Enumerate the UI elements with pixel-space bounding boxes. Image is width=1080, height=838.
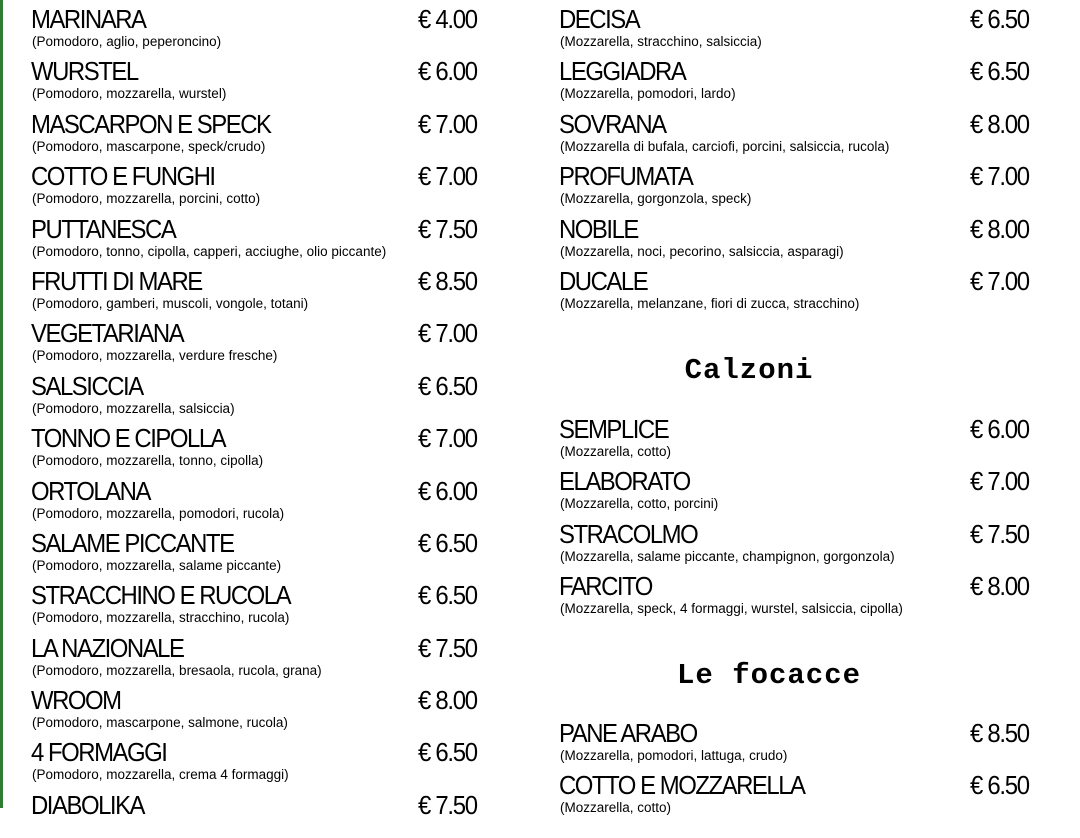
item-name: WROOM [31,685,121,716]
item-name: SALAME PICCANTE [31,527,234,558]
item-name: MARINARA [31,4,146,34]
item-price: € 6.50 [418,737,477,768]
item-price: € 8.50 [418,265,477,296]
item-description: (Mozzarella, salame piccante, champignon, gorgonzola) [560,548,895,564]
focacce-section-title: Le focacce [676,659,862,692]
item-price: € 7.00 [970,161,1029,192]
item-name: STRACCHINO E RUCOLA [31,580,291,611]
item-price: € 8.00 [970,108,1029,139]
item-price: € 7.00 [418,108,477,139]
item-name: COTTO E FUNGHI [31,161,215,192]
item-description: (Mozzarella, gorgonzola, speck) [560,191,752,207]
item-description: (Pomodoro, aglio, peperoncino) [32,34,222,49]
item-price: € 7.00 [418,318,477,349]
item-description: (Pomodoro, gamberi, muscoli, vongole, totani) [32,295,309,311]
item-description: (Pomodoro, tonno, cipolla, capperi, acciughe, olio piccante) [32,243,387,259]
item-description: (Pomodoro, mozzarella, wurstel) [32,86,227,102]
item-description: (Pomodoro, mascarpone, speck/crudo) [32,138,266,154]
item-description: (Pomodoro, mozzarella, bresaola, rucola, grana) [32,662,322,678]
item-name: FARCITO [559,571,652,602]
item-description: (Pomodoro, mozzarella, pomodori, rucola) [32,505,285,521]
item-name: ELABORATO [559,466,690,497]
item-name: WURSTEL [31,56,138,87]
item-description: (Pomodoro, mozzarella, salame piccante) [32,557,282,573]
item-name: PANE ARABO [559,718,697,748]
item-name: SALSICCIA [31,370,143,401]
item-name: NOBILE [559,213,638,244]
item-price: € 6.00 [418,475,477,506]
item-description: (Mozzarella, speck, 4 formaggi, wurstel, salsiccia, cipolla) [560,601,903,617]
item-description: (Mozzarella di bufala, carciofi, porcini, salsiccia, rucola) [560,138,890,154]
item-name: TONNO E CIPOLLA [31,423,226,454]
item-price: € 6.50 [418,370,477,401]
item-name: ORTOLANA [31,475,150,506]
item-name: VEGETARIANA [31,318,184,349]
item-price: € 6.50 [418,527,477,558]
item-description: (Mozzarella, cotto, porcini) [560,496,719,512]
item-price: € 6.50 [970,56,1029,87]
item-price: € 6.00 [970,414,1029,444]
item-price: € 8.00 [970,213,1029,244]
item-description: (Pomodoro, mozzarella, crema 4 formaggi) [32,767,289,783]
item-name: DUCALE [559,265,648,296]
item-price: € 7.50 [970,518,1029,549]
item-price: € 4.00 [418,4,477,34]
item-price: € 7.00 [418,161,477,192]
item-name: PUTTANESCA [31,213,176,244]
item-name: PROFUMATA [559,161,693,192]
item-price: € 6.50 [970,770,1029,801]
item-description: (Mozzarella, noci, pecorino, salsiccia, asparagi) [560,243,844,259]
item-name: LA NAZIONALE [31,632,184,663]
page-edge-bar [0,0,3,808]
item-price: € 7.50 [418,789,477,820]
item-price: € 7.00 [970,466,1029,497]
item-description: (Mozzarella, cotto) [560,800,672,816]
item-description: (Mozzarella, stracchino, salsiccia) [560,34,762,49]
item-name: MASCARPON E SPECK [31,108,271,139]
item-description: (Pomodoro, mascarpone, salmone, rucola) [32,715,288,731]
item-description: (Pomodoro, mozzarella, stracchino, rucola) [32,610,290,626]
item-price: € 6.00 [418,56,477,87]
item-description: (Pomodoro, mozzarella, salsiccia) [32,400,235,416]
item-price: € 7.00 [970,265,1029,296]
item-name: STRACOLMO [559,518,698,549]
item-description: (Pomodoro, mozzarella, porcini, cotto) [32,191,261,207]
item-name: SEMPLICE [559,414,669,444]
item-price: € 7.00 [418,423,477,454]
item-name: DIABOLIKA [31,789,145,820]
item-description: (Mozzarella, pomodori, lardo) [560,86,736,102]
item-description: (Mozzarella, cotto) [560,444,672,459]
item-name: 4 FORMAGGI [31,737,167,768]
item-price: € 8.00 [970,571,1029,602]
calzoni-section-title: Calzoni [684,354,814,387]
item-description: (Pomodoro, mozzarella, tonno, cipolla) [32,453,264,469]
item-name: FRUTTI DI MARE [31,265,202,296]
item-name: LEGGIADRA [559,56,686,87]
item-price: € 6.50 [418,580,477,611]
item-price: € 7.50 [418,213,477,244]
item-name: COTTO E MOZZARELLA [559,770,805,801]
item-name: SOVRANA [559,108,666,139]
item-description: (Mozzarella, pomodori, lattuga, crudo) [560,748,788,763]
item-price: € 8.50 [970,718,1029,748]
item-description: (Mozzarella, melanzane, fiori di zucca, stracchino) [560,295,860,311]
item-price: € 7.50 [418,632,477,663]
item-description: (Pomodoro, mozzarella, verdure fresche) [32,348,278,364]
item-name: DECISA [559,4,640,34]
item-price: € 8.00 [418,685,477,716]
item-price: € 6.50 [970,4,1029,34]
